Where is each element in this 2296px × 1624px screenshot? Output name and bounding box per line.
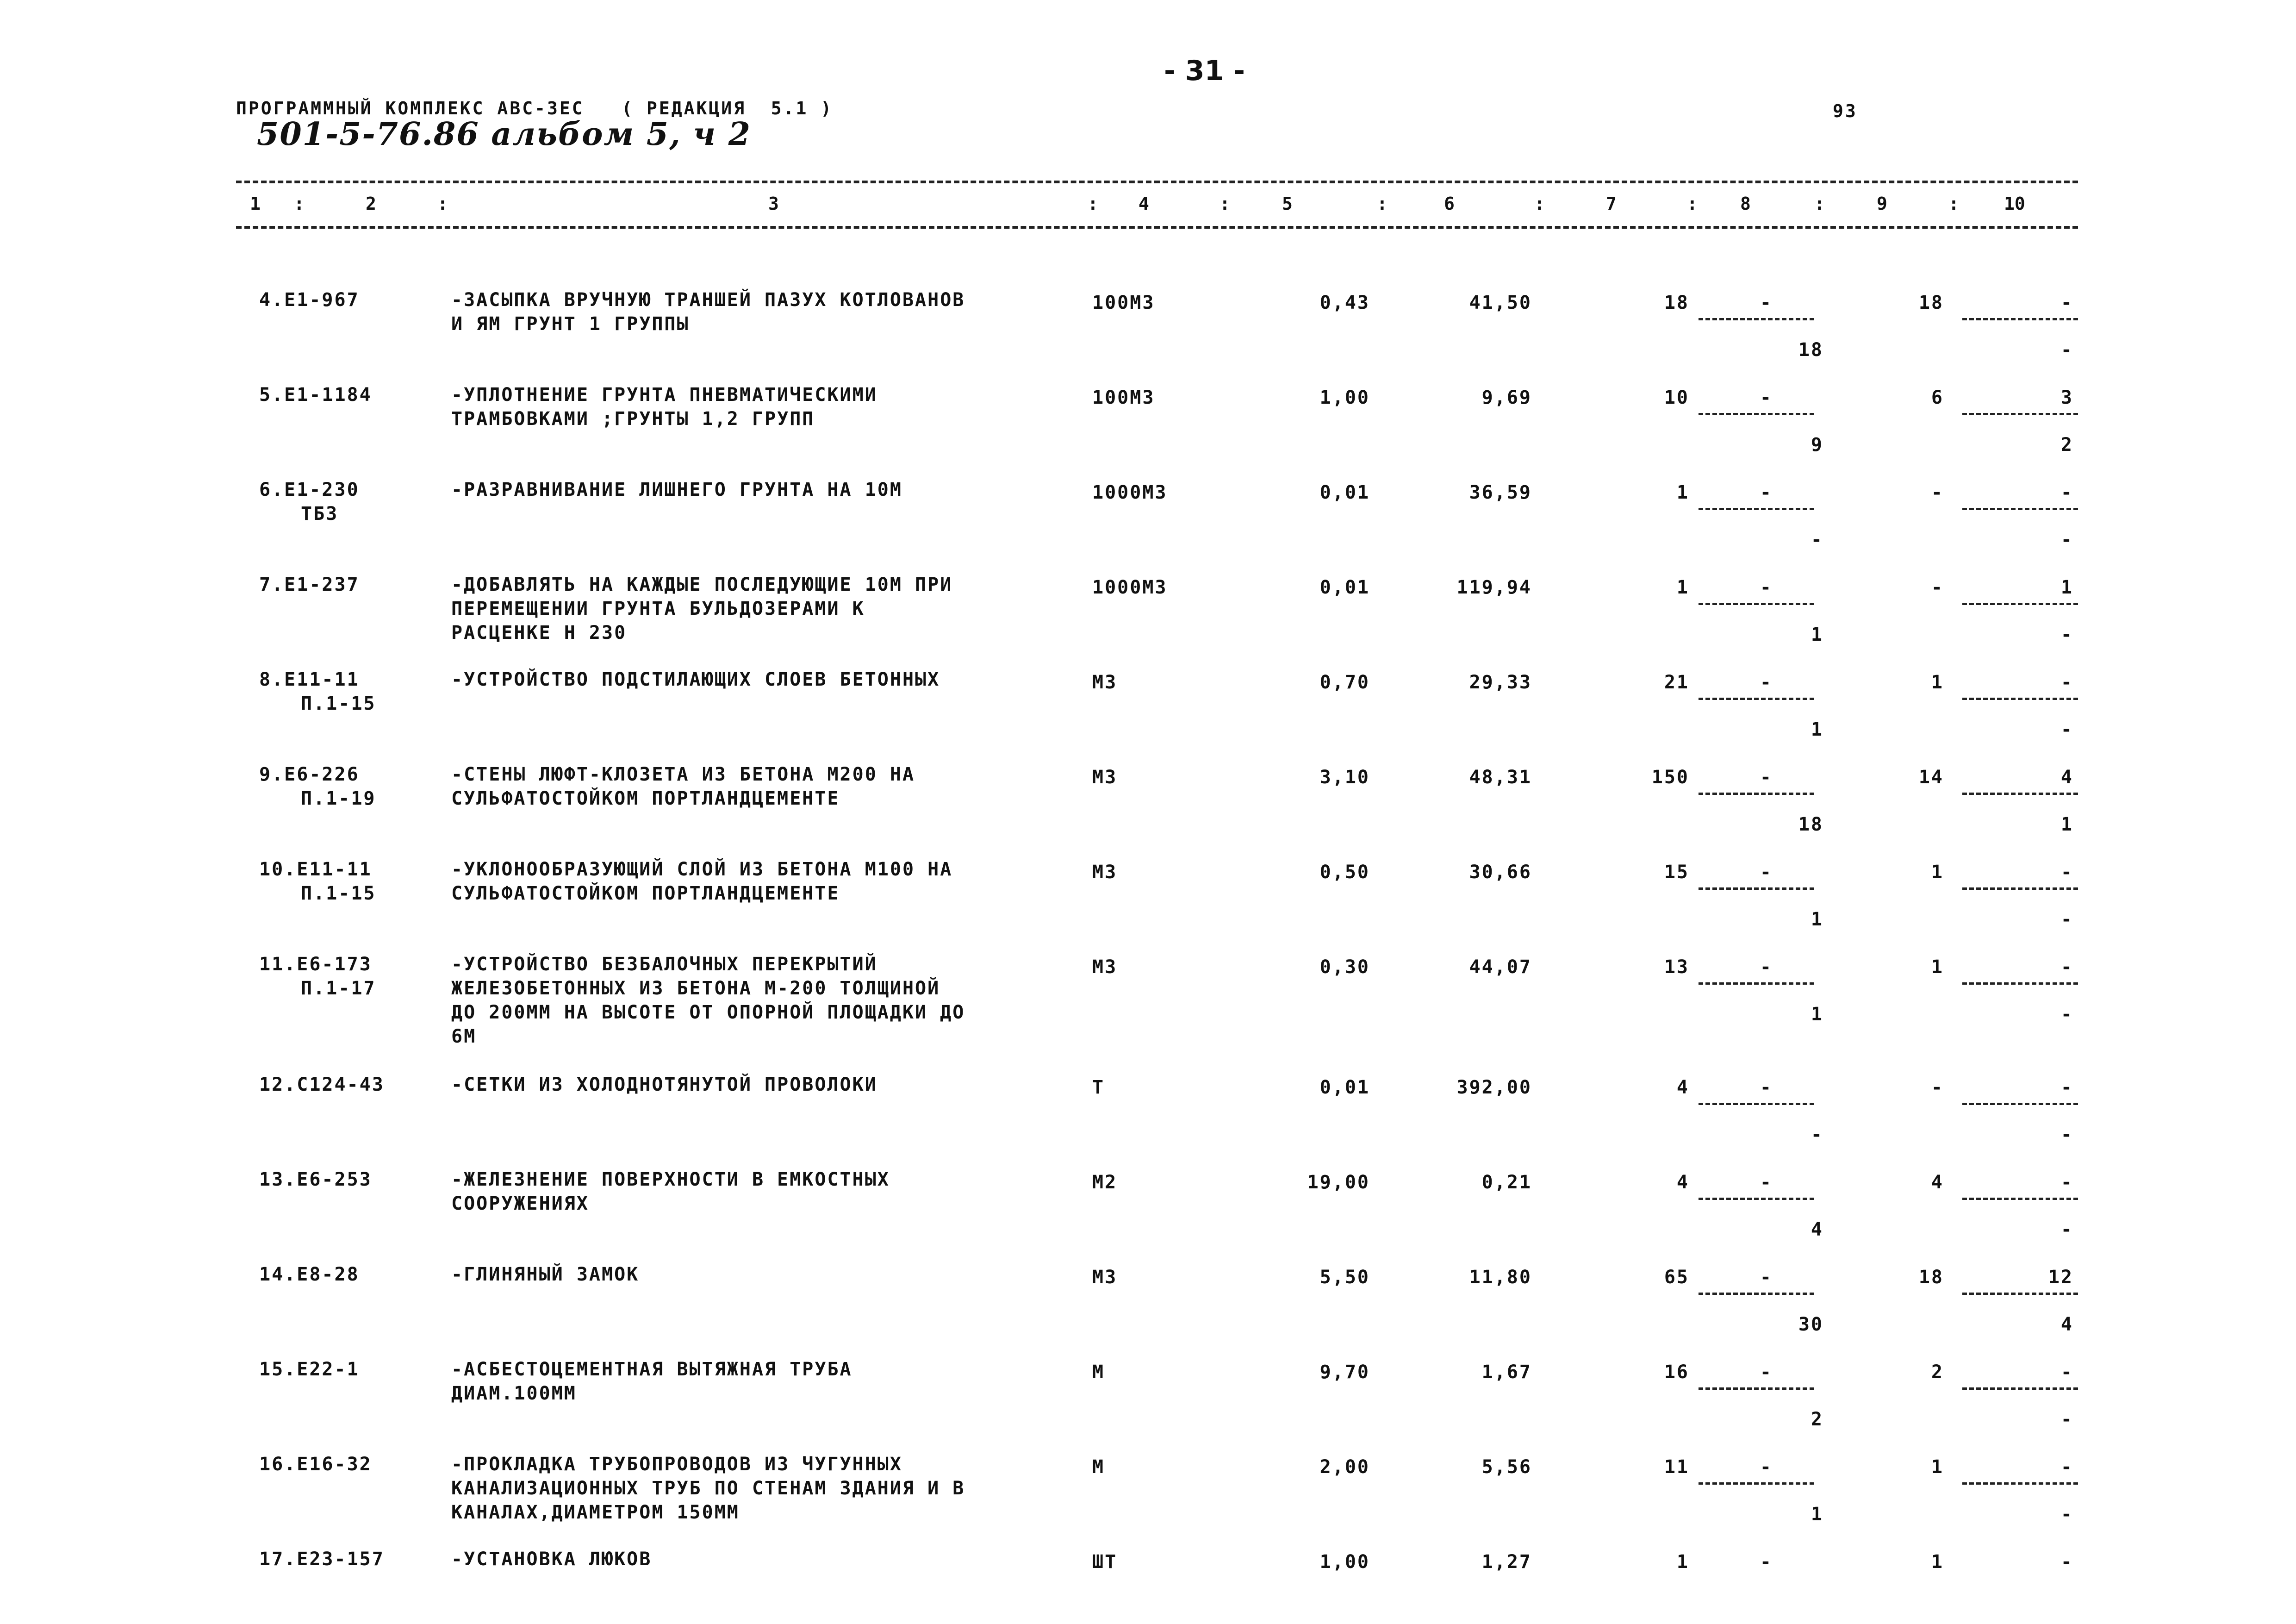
row-col8-top: - — [1760, 387, 1773, 408]
row-unit: 100М3 — [1092, 292, 1155, 313]
row-quantity: 19,00 — [1307, 1172, 1370, 1193]
row-description-line: -СЕТКИ ИЗ ХОЛОДНОТЯНУТОЙ ПРОВОЛОКИ — [451, 1074, 877, 1095]
row-col8-top: - — [1760, 1172, 1773, 1193]
row-col10-fraction-line — [1962, 698, 2078, 700]
column-header-cell: 2 — [366, 194, 376, 214]
row-col7: 16 — [1664, 1362, 1689, 1383]
row-col8-fraction-line — [1699, 793, 1814, 795]
column-header-cell: 5 — [1282, 194, 1293, 214]
row-col8-bottom: 9 — [1811, 434, 1823, 456]
row-unit: 1000М3 — [1092, 482, 1168, 503]
row-quantity: 1,00 — [1319, 387, 1370, 408]
row-col8-top: - — [1760, 1551, 1773, 1573]
row-quantity: 0,01 — [1319, 482, 1370, 503]
row-unit: М3 — [1092, 672, 1118, 693]
row-unit-price: 5,56 — [1481, 1456, 1532, 1478]
row-col10-bottom: - — [2060, 1004, 2073, 1025]
row-col8-top: - — [1760, 767, 1773, 788]
row-col9: 2 — [1931, 1362, 1944, 1383]
row-description-line: СУЛЬФАТОСТОЙКОМ ПОРТЛАНДЦЕМЕНТЕ — [451, 788, 840, 809]
column-header-cell: 1 — [250, 194, 261, 214]
row-col10-fraction-line — [1962, 413, 2078, 415]
row-col8-top: - — [1760, 482, 1773, 503]
row-col7: 1 — [1676, 482, 1689, 503]
row-col10-fraction-line — [1962, 508, 2078, 510]
row-quantity: 0,30 — [1319, 956, 1370, 978]
row-code-sub: П.1-15 — [301, 693, 376, 714]
row-description-line: СООРУЖЕНИЯХ — [451, 1193, 589, 1214]
row-col8-top: - — [1760, 1267, 1773, 1288]
row-unit: М3 — [1092, 1267, 1118, 1288]
column-header-cell: 8 — [1740, 194, 1751, 214]
row-description-line: -ДОБАВЛЯТЬ НА КАЖДЫЕ ПОСЛЕДУЮЩИЕ 10М ПРИ — [451, 574, 953, 595]
row-quantity: 0,01 — [1319, 577, 1370, 598]
row-col8-fraction-line — [1699, 1198, 1814, 1200]
row-col7: 21 — [1664, 672, 1689, 693]
row-col10-fraction-line — [1962, 318, 2078, 320]
row-col9: 1 — [1931, 956, 1944, 978]
row-code: 6.Е1-230 — [259, 479, 360, 500]
row-unit-price: 11,80 — [1469, 1267, 1532, 1288]
row-description-line: -УСТАНОВКА ЛЮКОВ — [451, 1549, 652, 1570]
row-quantity: 0,01 — [1319, 1077, 1370, 1098]
row-description-line: ДИАМ.100ММ — [451, 1383, 577, 1404]
row-unit: 100М3 — [1092, 387, 1155, 408]
row-unit-price: 36,59 — [1469, 482, 1532, 503]
row-code: 9.Е6-226 — [259, 764, 360, 785]
row-col8-bottom: 1 — [1811, 1504, 1823, 1525]
row-col8-fraction-line — [1699, 1103, 1814, 1105]
row-col8-top: - — [1760, 862, 1773, 883]
row-col8-fraction-line — [1699, 1387, 1814, 1390]
column-header-cell: 10 — [2004, 194, 2025, 214]
row-code: 15.Е22-1 — [259, 1359, 360, 1380]
row-description-line: ПЕРЕМЕЩЕНИИ ГРУНТА БУЛЬДОЗЕРАМИ К — [451, 598, 865, 619]
row-col8-fraction-line — [1699, 318, 1814, 320]
row-unit: М2 — [1092, 1172, 1118, 1193]
row-col7: 15 — [1664, 862, 1689, 883]
row-col8-top: - — [1760, 1077, 1773, 1098]
row-description-line: И ЯМ ГРУНТ 1 ГРУППЫ — [451, 313, 690, 335]
row-col8-bottom: 18 — [1798, 814, 1823, 835]
row-col8-fraction-line — [1699, 982, 1814, 985]
row-col10-top: - — [2060, 672, 2073, 693]
row-col7: 10 — [1664, 387, 1689, 408]
row-col8-bottom: 1 — [1811, 1004, 1823, 1025]
row-quantity: 1,00 — [1319, 1551, 1370, 1573]
row-col8-bottom: 4 — [1811, 1219, 1823, 1240]
column-header-cell: 6 — [1444, 194, 1455, 214]
row-col8-top: - — [1760, 1456, 1773, 1478]
row-description-line: -ГЛИНЯНЫЙ ЗАМОК — [451, 1264, 640, 1285]
column-header-cell: : — [1088, 194, 1098, 214]
row-description-line: -УПЛОТНЕНИЕ ГРУНТА ПНЕВМАТИЧЕСКИМИ — [451, 384, 877, 406]
row-col10-fraction-line — [1962, 887, 2078, 890]
row-unit-price: 48,31 — [1469, 767, 1532, 788]
row-quantity: 9,70 — [1319, 1362, 1370, 1383]
row-col10-bottom: - — [2060, 1124, 2073, 1145]
row-col7: 4 — [1676, 1172, 1689, 1193]
row-code: 8.Е11-11 — [259, 669, 360, 690]
row-col10-fraction-line — [1962, 982, 2078, 985]
row-col10-top: - — [2060, 1362, 2073, 1383]
row-code: 5.Е1-1184 — [259, 384, 372, 406]
row-quantity: 0,70 — [1319, 672, 1370, 693]
row-unit: М3 — [1092, 767, 1118, 788]
row-col10-fraction-line — [1962, 1198, 2078, 1200]
row-col8-bottom: 30 — [1798, 1314, 1823, 1335]
row-col9: 14 — [1918, 767, 1944, 788]
row-code: 10.Е11-11 — [259, 859, 372, 880]
row-col10-bottom: 2 — [2060, 434, 2073, 456]
column-header-cell: 7 — [1606, 194, 1617, 214]
row-col10-bottom: 4 — [2060, 1314, 2073, 1335]
row-col10-bottom: - — [2060, 529, 2073, 550]
row-description-line: -УСТРОЙСТВО ПОДСТИЛАЮЩИХ СЛОЕВ БЕТОННЫХ — [451, 669, 940, 690]
row-col10-bottom: - — [2060, 1504, 2073, 1525]
row-description-line: ДО 200ММ НА ВЫСОТЕ ОТ ОПОРНОЙ ПЛОЩАДКИ ДО — [451, 1002, 965, 1023]
program-header: ПРОГРАММНЫЙ КОМПЛЕКС АВС-3ЕС ( РЕДАКЦИЯ 5.1 ) — [236, 98, 834, 119]
row-col10-bottom: - — [2060, 339, 2073, 361]
row-unit-price: 9,69 — [1481, 387, 1532, 408]
row-col9: 4 — [1931, 1172, 1944, 1193]
row-unit-price: 30,66 — [1469, 862, 1532, 883]
row-description-line: СУЛЬФАТОСТОЙКОМ ПОРТЛАНДЦЕМЕНТЕ — [451, 883, 840, 904]
column-header-cell: : — [1377, 194, 1388, 214]
row-unit: Т — [1092, 1077, 1105, 1098]
row-col10-top: 3 — [2060, 387, 2073, 408]
row-quantity: 0,43 — [1319, 292, 1370, 313]
row-col9: - — [1931, 577, 1944, 598]
row-code: 17.Е23-157 — [259, 1549, 385, 1570]
row-col10-top: - — [2060, 1077, 2073, 1098]
row-col8-bottom: 1 — [1811, 719, 1823, 740]
row-col8-bottom: - — [1811, 529, 1823, 550]
row-description-line: -ЗАСЫПКА ВРУЧНУЮ ТРАНШЕЙ ПАЗУХ КОТЛОВАНОВ — [451, 289, 965, 311]
row-col10-bottom: - — [2060, 624, 2073, 645]
row-unit-price: 1,67 — [1481, 1362, 1532, 1383]
row-col7: 65 — [1664, 1267, 1689, 1288]
row-col9: 1 — [1931, 1456, 1944, 1478]
row-col7: 1 — [1676, 1551, 1689, 1573]
album-note: 501-5-76.86 альбом 5, ч 2 — [257, 116, 752, 153]
column-header-cell: 4 — [1139, 194, 1149, 214]
row-unit-price: 119,94 — [1456, 577, 1532, 598]
row-unit: М — [1092, 1456, 1105, 1478]
row-col10-top: 4 — [2060, 767, 2073, 788]
row-quantity: 3,10 — [1319, 767, 1370, 788]
row-col10-fraction-line — [1962, 793, 2078, 795]
row-col10-fraction-line — [1962, 603, 2078, 605]
row-code: 4.Е1-967 — [259, 289, 360, 311]
row-description-line: КАНАЛИЗАЦИОННЫХ ТРУБ ПО СТЕНАМ ЗДАНИЯ И В — [451, 1478, 965, 1499]
row-col7: 18 — [1664, 292, 1689, 313]
row-col8-top: - — [1760, 956, 1773, 978]
row-col10-top: 1 — [2060, 577, 2073, 598]
row-col8-fraction-line — [1699, 603, 1814, 605]
row-col10-fraction-line — [1962, 1482, 2078, 1485]
row-col8-bottom: 2 — [1811, 1409, 1823, 1430]
row-unit-price: 29,33 — [1469, 672, 1532, 693]
row-code-sub: П.1-15 — [301, 883, 376, 904]
row-col8-fraction-line — [1699, 1482, 1814, 1485]
row-col7: 150 — [1651, 767, 1689, 788]
row-col9: 6 — [1931, 387, 1944, 408]
row-col9: 18 — [1918, 292, 1944, 313]
row-col10-top: - — [2060, 1551, 2073, 1573]
row-col8-fraction-line — [1699, 508, 1814, 510]
header-rule-bottom — [236, 226, 2078, 229]
row-code-sub: ТБ3 — [301, 503, 339, 525]
page-number: - 31 - — [1164, 55, 1245, 87]
row-description-line: КАНАЛАХ,ДИАМЕТРОМ 150ММ — [451, 1502, 740, 1523]
row-col9: 1 — [1931, 862, 1944, 883]
column-header-cell: : — [1814, 194, 1825, 214]
row-col9: - — [1931, 482, 1944, 503]
row-col10-top: - — [2060, 1456, 2073, 1478]
row-col10-top: - — [2060, 292, 2073, 313]
row-col10-top: 12 — [2048, 1267, 2073, 1288]
column-header-cell: : — [1687, 194, 1698, 214]
column-header-cell: : — [1534, 194, 1545, 214]
row-description-line: -РАЗРАВНИВАНИЕ ЛИШНЕГО ГРУНТА НА 10М — [451, 479, 902, 500]
row-description-line: ЖЕЛЕЗОБЕТОННЫХ ИЗ БЕТОНА М-200 ТОЛЩИНОЙ — [451, 978, 940, 999]
row-col8-top: - — [1760, 672, 1773, 693]
row-col8-fraction-line — [1699, 1293, 1814, 1295]
row-unit: М — [1092, 1362, 1105, 1383]
row-col10-bottom: - — [2060, 719, 2073, 740]
row-col10-bottom: - — [2060, 909, 2073, 930]
row-quantity: 2,00 — [1319, 1456, 1370, 1478]
column-header-cell: : — [294, 194, 305, 214]
row-col7: 1 — [1676, 577, 1689, 598]
row-col10-fraction-line — [1962, 1103, 2078, 1105]
row-col9: 1 — [1931, 1551, 1944, 1573]
row-description-line: -УСТРОЙСТВО БЕЗБАЛОЧНЫХ ПЕРЕКРЫТИЙ — [451, 954, 877, 975]
row-unit: ШТ — [1092, 1551, 1118, 1573]
row-unit-price: 392,00 — [1456, 1077, 1532, 1098]
row-quantity: 0,50 — [1319, 862, 1370, 883]
row-description-line: РАСЦЕНКЕ Н 230 — [451, 622, 627, 643]
row-col10-fraction-line — [1962, 1293, 2078, 1295]
row-col10-top: - — [2060, 862, 2073, 883]
row-unit: М3 — [1092, 956, 1118, 978]
row-col10-top: - — [2060, 956, 2073, 978]
row-unit: М3 — [1092, 862, 1118, 883]
row-col8-top: - — [1760, 577, 1773, 598]
column-header-cell: : — [437, 194, 448, 214]
row-unit-price: 0,21 — [1481, 1172, 1532, 1193]
row-unit: 1000М3 — [1092, 577, 1168, 598]
row-col9: 18 — [1918, 1267, 1944, 1288]
row-col9: - — [1931, 1077, 1944, 1098]
row-code: 7.Е1-237 — [259, 574, 360, 595]
row-code-sub: П.1-19 — [301, 788, 376, 809]
row-code: 11.Е6-173 — [259, 954, 372, 975]
row-description-line: 6М — [451, 1026, 477, 1047]
column-header-cell: : — [1948, 194, 1959, 214]
row-col8-fraction-line — [1699, 887, 1814, 890]
row-unit-price: 41,50 — [1469, 292, 1532, 313]
row-description-line: -ЖЕЛЕЗНЕНИЕ ПОВЕРХНОСТИ В ЕМКОСТНЫХ — [451, 1169, 890, 1190]
row-code: 12.С124-43 — [259, 1074, 385, 1095]
sheet-number: 93 — [1833, 101, 1858, 121]
row-col10-bottom: - — [2060, 1409, 2073, 1430]
row-description-line: ТРАМБОВКАМИ ;ГРУНТЫ 1,2 ГРУПП — [451, 408, 815, 430]
row-col8-bottom: 18 — [1798, 339, 1823, 361]
row-description-line: -АСБЕСТОЦЕМЕНТНАЯ ВЫТЯЖНАЯ ТРУБА — [451, 1359, 852, 1380]
row-col8-top: - — [1760, 1362, 1773, 1383]
row-col8-bottom: - — [1811, 1124, 1823, 1145]
row-col8-bottom: 1 — [1811, 909, 1823, 930]
row-col7: 11 — [1664, 1456, 1689, 1478]
row-col8-bottom: 1 — [1811, 624, 1823, 645]
row-code: 16.Е16-32 — [259, 1454, 372, 1475]
row-description-line: -УКЛОНООБРАЗУЮЩИЙ СЛОЙ ИЗ БЕТОНА М100 НА — [451, 859, 953, 880]
row-code-sub: П.1-17 — [301, 978, 376, 999]
row-unit-price: 44,07 — [1469, 956, 1532, 978]
row-col10-top: - — [2060, 1172, 2073, 1193]
row-col7: 13 — [1664, 956, 1689, 978]
row-col10-top: - — [2060, 482, 2073, 503]
row-code: 13.Е6-253 — [259, 1169, 372, 1190]
row-col10-bottom: - — [2060, 1219, 2073, 1240]
row-description-line: -СТЕНЫ ЛЮФТ-КЛОЗЕТА ИЗ БЕТОНА М200 НА — [451, 764, 915, 785]
row-col8-top: - — [1760, 292, 1773, 313]
row-col8-fraction-line — [1699, 698, 1814, 700]
row-col7: 4 — [1676, 1077, 1689, 1098]
row-col10-bottom: 1 — [2060, 814, 2073, 835]
column-header-cell: 3 — [768, 194, 779, 214]
row-code: 14.Е8-28 — [259, 1264, 360, 1285]
row-col8-fraction-line — [1699, 413, 1814, 415]
row-col10-fraction-line — [1962, 1387, 2078, 1390]
row-unit-price: 1,27 — [1481, 1551, 1532, 1573]
column-header-cell: : — [1220, 194, 1230, 214]
column-header-cell: 9 — [1877, 194, 1887, 214]
row-description-line: -ПРОКЛАДКА ТРУБОПРОВОДОВ ИЗ ЧУГУННЫХ — [451, 1454, 902, 1475]
row-col9: 1 — [1931, 672, 1944, 693]
row-quantity: 5,50 — [1319, 1267, 1370, 1288]
header-rule-top — [236, 181, 2078, 183]
